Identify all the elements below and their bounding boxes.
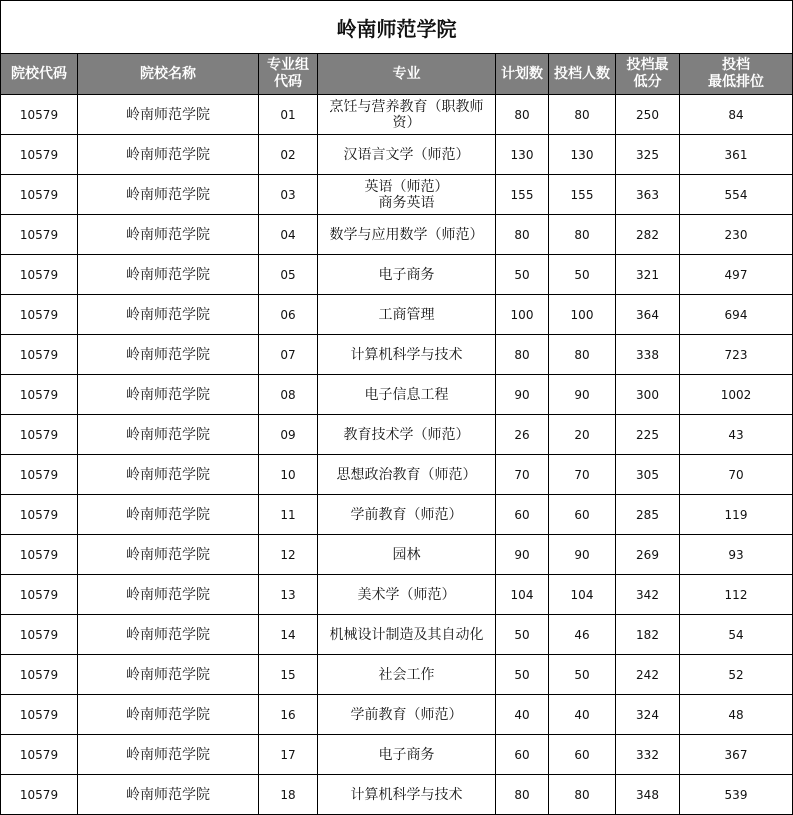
cell-major [318,735,496,775]
cell-plan: 70 [496,455,549,495]
cell-plan: 80 [496,335,549,375]
cell-school-code: 10579 [1,775,78,815]
cell-school-code: 10579 [1,615,78,655]
table-row [1,255,793,295]
cell-major [318,535,496,575]
cell-school-code: 10579 [1,655,78,695]
cell-min-score: 325 [616,135,680,175]
cell-major [318,615,496,655]
cell-admitted: 50 [549,655,616,695]
cell-school-code: 10579 [1,495,78,535]
cell-major [318,215,496,255]
cell-group-code: 10 [259,455,318,495]
cell-school-code: 10579 [1,375,78,415]
cell-min-rank: 54 [680,615,793,655]
header-plan: 计划数 [496,54,549,95]
cell-school-name: 岭南师范学院 [78,735,259,775]
table-row [1,415,793,455]
cell-admitted: 46 [549,615,616,655]
cell-school-name: 岭南师范学院 [78,575,259,615]
cell-school-code: 10579 [1,95,78,135]
cell-major [318,695,496,735]
cell-min-score: 182 [616,615,680,655]
cell-min-rank: 367 [680,735,793,775]
cell-group-code: 05 [259,255,318,295]
cell-group-code: 16 [259,695,318,735]
cell-min-score: 364 [616,295,680,335]
cell-school-code: 10579 [1,695,78,735]
cell-major [318,295,496,335]
cell-plan: 40 [496,695,549,735]
cell-major [318,775,496,815]
major-line: 计算机科学与技术 [350,346,463,363]
header-row [1,54,793,95]
table-row [1,335,793,375]
cell-min-rank: 361 [680,135,793,175]
cell-min-score: 285 [616,495,680,535]
cell-major [318,335,496,375]
table-row [1,455,793,495]
header-min-rank [680,54,793,95]
cell-admitted: 104 [549,575,616,615]
header-min-score-line1: 投档最 [626,57,669,73]
header-admitted: 投档人数 [549,54,616,95]
cell-plan: 90 [496,535,549,575]
cell-school-name: 岭南师范学院 [78,415,259,455]
cell-group-code: 18 [259,775,318,815]
cell-major [318,375,496,415]
major-line: 社会工作 [378,666,435,683]
header-major: 专业 [318,54,496,95]
cell-admitted: 50 [549,255,616,295]
cell-school-name: 岭南师范学院 [78,615,259,655]
table-row [1,535,793,575]
cell-admitted: 40 [549,695,616,735]
cell-school-code: 10579 [1,255,78,295]
cell-min-score: 363 [616,175,680,215]
header-min-rank-line2: 最低排位 [708,74,764,90]
cell-group-code: 09 [259,415,318,455]
table-row [1,775,793,815]
header-min-score-line2: 低分 [633,74,662,90]
cell-admitted: 20 [549,415,616,455]
cell-school-name: 岭南师范学院 [78,375,259,415]
major-line: 计算机科学与技术 [350,786,463,803]
cell-min-score: 342 [616,575,680,615]
cell-plan: 50 [496,655,549,695]
major-line: 电子商务 [378,746,435,763]
major-line: 学前教育（师范） [350,506,463,523]
major-line: 机械设计制造及其自动化 [329,626,484,643]
table-title: 岭南师范学院 [1,1,793,54]
cell-school-name: 岭南师范学院 [78,775,259,815]
table-row [1,175,793,215]
cell-major [318,255,496,295]
table-row [1,135,793,175]
cell-plan: 50 [496,615,549,655]
cell-min-rank: 43 [680,415,793,455]
cell-plan: 80 [496,95,549,135]
cell-admitted: 80 [549,95,616,135]
major-line: 美术学（师范） [357,586,456,603]
cell-school-name: 岭南师范学院 [78,335,259,375]
cell-min-rank: 93 [680,535,793,575]
cell-min-rank: 48 [680,695,793,735]
table-row [1,495,793,535]
cell-min-rank: 230 [680,215,793,255]
cell-plan: 50 [496,255,549,295]
cell-min-rank: 70 [680,455,793,495]
cell-min-rank: 112 [680,575,793,615]
cell-major [318,175,496,215]
header-group-code-line2: 代码 [274,74,302,90]
cell-min-rank: 84 [680,95,793,135]
cell-plan: 80 [496,775,549,815]
cell-school-name: 岭南师范学院 [78,455,259,495]
cell-school-name: 岭南师范学院 [78,215,259,255]
cell-min-rank: 497 [680,255,793,295]
cell-min-score: 321 [616,255,680,295]
table-row [1,215,793,255]
cell-admitted: 155 [549,175,616,215]
cell-school-name: 岭南师范学院 [78,135,259,175]
major-line: 商务英语 [378,194,435,211]
cell-plan: 100 [496,295,549,335]
cell-school-code: 10579 [1,215,78,255]
table-row [1,95,793,135]
cell-admitted: 80 [549,775,616,815]
cell-group-code: 17 [259,735,318,775]
cell-admitted: 70 [549,455,616,495]
cell-min-score: 305 [616,455,680,495]
major-line: 英语（师范） [364,178,449,195]
major-line: 思想政治教育（师范） [336,466,477,483]
cell-min-rank: 52 [680,655,793,695]
cell-plan: 104 [496,575,549,615]
cell-school-name: 岭南师范学院 [78,95,259,135]
cell-plan: 26 [496,415,549,455]
cell-plan: 155 [496,175,549,215]
table-body [1,95,793,815]
table-row [1,575,793,615]
cell-admitted: 80 [549,335,616,375]
cell-admitted: 130 [549,135,616,175]
major-line: 学前教育（师范） [350,706,463,723]
cell-school-name: 岭南师范学院 [78,175,259,215]
table-row [1,695,793,735]
cell-min-rank: 723 [680,335,793,375]
cell-min-rank: 694 [680,295,793,335]
major-line: 电子信息工程 [364,386,449,403]
cell-admitted: 80 [549,215,616,255]
cell-major [318,575,496,615]
cell-min-score: 348 [616,775,680,815]
cell-admitted: 60 [549,735,616,775]
header-group-code-line1: 专业组 [267,57,309,73]
header-min-rank-line1: 投档 [722,57,750,73]
cell-group-code: 04 [259,215,318,255]
cell-min-score: 282 [616,215,680,255]
cell-plan: 60 [496,735,549,775]
cell-school-name: 岭南师范学院 [78,695,259,735]
header-group-code [259,54,318,95]
cell-school-name: 岭南师范学院 [78,535,259,575]
table-row [1,655,793,695]
cell-school-code: 10579 [1,175,78,215]
cell-school-code: 10579 [1,735,78,775]
cell-school-name: 岭南师范学院 [78,295,259,335]
table-row [1,375,793,415]
cell-min-score: 332 [616,735,680,775]
table-row [1,615,793,655]
major-line: 资） [392,114,421,131]
table-row [1,295,793,335]
cell-plan: 80 [496,215,549,255]
cell-admitted: 90 [549,375,616,415]
cell-min-score: 300 [616,375,680,415]
major-line: 工商管理 [378,306,435,323]
cell-group-code: 08 [259,375,318,415]
cell-school-name: 岭南师范学院 [78,655,259,695]
cell-min-score: 338 [616,335,680,375]
cell-admitted: 100 [549,295,616,335]
cell-major [318,655,496,695]
cell-admitted: 90 [549,535,616,575]
cell-school-code: 10579 [1,415,78,455]
cell-school-code: 10579 [1,535,78,575]
cell-group-code: 11 [259,495,318,535]
major-line: 汉语言文学（师范） [343,146,470,163]
major-line: 园林 [392,546,421,563]
major-line: 数学与应用数学（师范） [329,226,484,243]
table-row [1,735,793,775]
cell-major [318,135,496,175]
cell-min-rank: 1002 [680,375,793,415]
cell-plan: 60 [496,495,549,535]
cell-group-code: 13 [259,575,318,615]
cell-school-name: 岭南师范学院 [78,255,259,295]
cell-group-code: 03 [259,175,318,215]
cell-admitted: 60 [549,495,616,535]
cell-school-code: 10579 [1,135,78,175]
major-line: 电子商务 [378,266,435,283]
major-line: 烹饪与营养教育（职教师 [329,98,484,115]
cell-min-rank: 119 [680,495,793,535]
cell-group-code: 01 [259,95,318,135]
cell-group-code: 07 [259,335,318,375]
header-min-score [616,54,680,95]
cell-group-code: 15 [259,655,318,695]
cell-school-code: 10579 [1,295,78,335]
cell-major [318,495,496,535]
cell-school-code: 10579 [1,575,78,615]
header-school-code: 院校代码 [1,54,78,95]
cell-group-code: 12 [259,535,318,575]
cell-min-score: 324 [616,695,680,735]
cell-min-rank: 554 [680,175,793,215]
cell-plan: 90 [496,375,549,415]
cell-plan: 130 [496,135,549,175]
cell-min-score: 269 [616,535,680,575]
cell-group-code: 14 [259,615,318,655]
cell-school-code: 10579 [1,335,78,375]
cell-school-name: 岭南师范学院 [78,495,259,535]
cell-major [318,95,496,135]
cell-major [318,415,496,455]
cell-min-score: 250 [616,95,680,135]
cell-school-code: 10579 [1,455,78,495]
major-line: 教育技术学（师范） [343,426,470,443]
header-school-name: 院校名称 [78,54,259,95]
cell-min-rank: 539 [680,775,793,815]
cell-group-code: 02 [259,135,318,175]
cell-min-score: 242 [616,655,680,695]
cell-group-code: 06 [259,295,318,335]
cell-min-score: 225 [616,415,680,455]
cell-major [318,455,496,495]
